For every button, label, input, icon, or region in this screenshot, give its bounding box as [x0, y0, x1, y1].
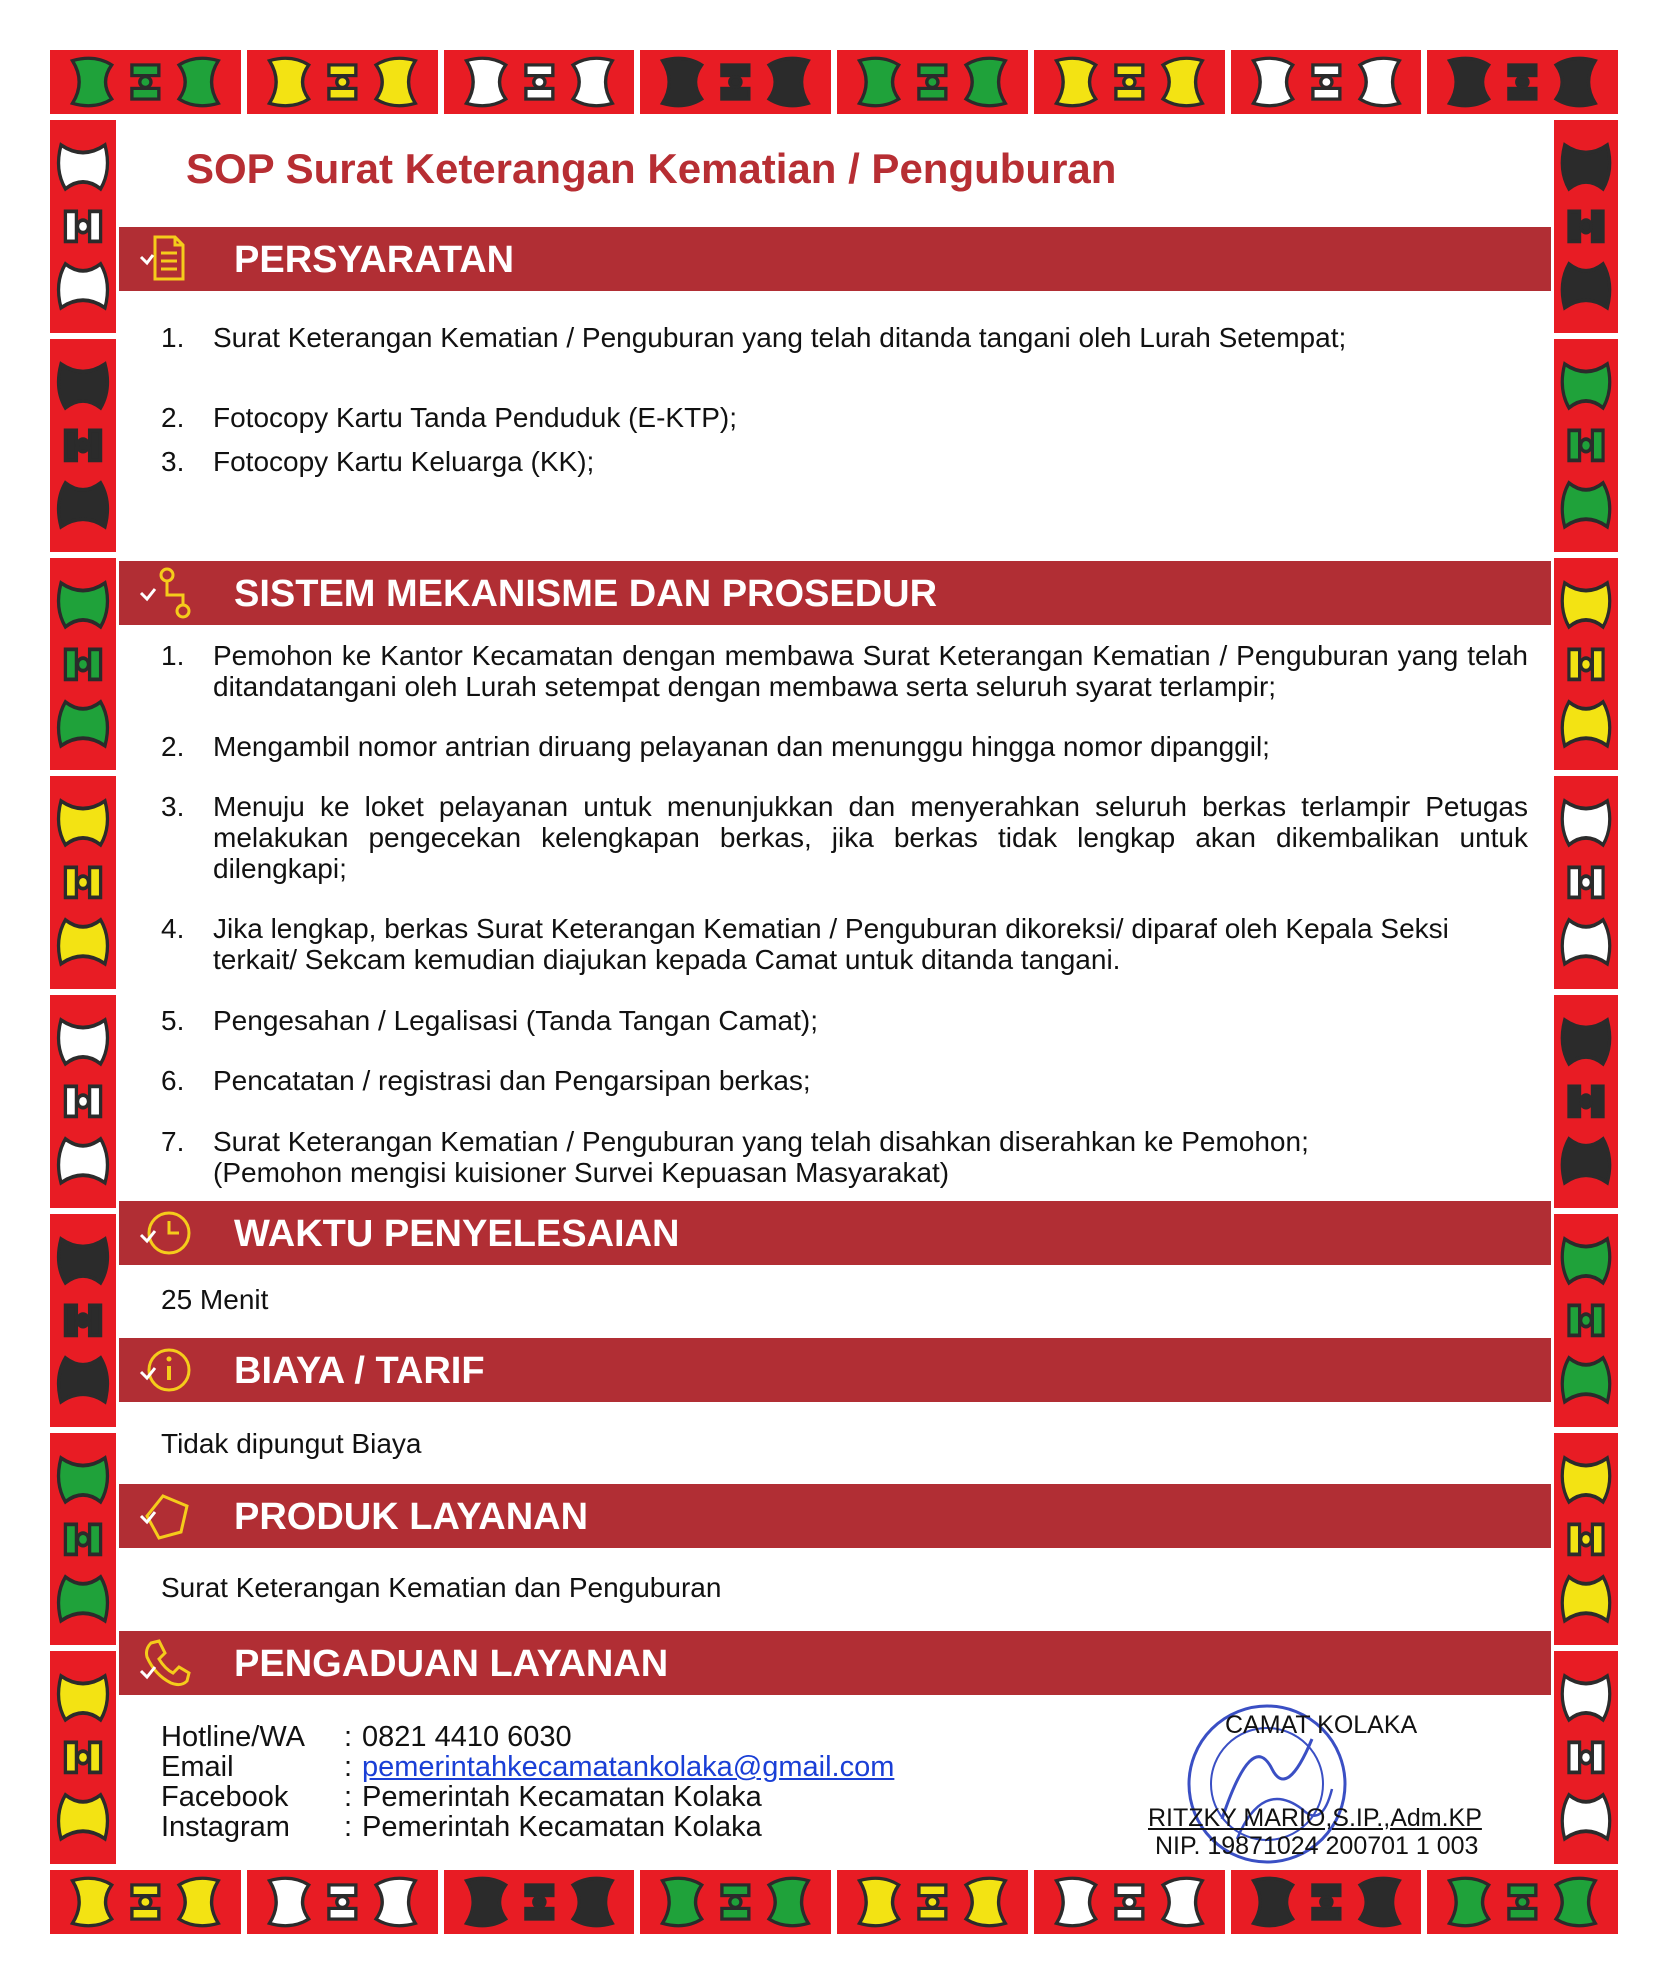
phone-icon — [137, 1635, 193, 1691]
instagram-value: Pemerintah Kecamatan Kolaka — [362, 1811, 762, 1843]
hotline-value[interactable]: 0821 4410 6030 — [362, 1721, 572, 1753]
border-motif-tile — [1031, 47, 1228, 117]
border-motif-tile — [47, 992, 119, 1211]
contact-sep: : — [344, 1811, 353, 1843]
border-motif-tile — [637, 1867, 834, 1937]
contact-key: Hotline/WA — [161, 1721, 305, 1753]
section-label: PENGADUAN LAYANAN — [234, 1643, 669, 1685]
border-motif-tile — [1031, 1867, 1228, 1937]
border-motif-tile — [47, 1430, 119, 1649]
border-motif-tile — [1551, 1211, 1621, 1430]
section-header-produk — [119, 1484, 1551, 1548]
border-motif-tile — [244, 47, 441, 117]
item-number: 3. — [161, 446, 185, 477]
border-motif-tile — [1424, 47, 1621, 117]
item-text: Pemohon ke Kantor Kecamatan dengan membawa Surat Keterangan Kematian / Penguburan yang telah ditandatangani oleh Lurah setempat dengan membawa serta seluruh syarat terlampir; — [213, 640, 1528, 702]
border-motif-tile — [441, 47, 638, 117]
border-motif-tile — [47, 1211, 119, 1430]
signature-nip: NIP. 19871024 200701 1 003 — [1155, 1832, 1479, 1860]
section-header-persyaratan — [119, 227, 1551, 291]
item-number: 7. — [161, 1126, 185, 1157]
border-motif-tile — [1424, 1867, 1621, 1937]
waktu-value: 25 Menit — [161, 1284, 269, 1315]
section-label: PRODUK LAYANAN — [234, 1496, 589, 1538]
border-motif-tile — [47, 773, 119, 992]
border-motif-tile — [47, 555, 119, 774]
border-motif-tile — [1551, 555, 1621, 774]
item-text: Mengambil nomor antrian diruang pelayanan dan menunggu hingga nomor dipanggil; — [213, 731, 1270, 762]
signature-name: RITZKY MARIO,S.IP.,Adm.KP — [1148, 1804, 1482, 1832]
border-motif-tile — [1551, 773, 1621, 992]
item-number: 2. — [161, 731, 185, 762]
border-motif-tile — [834, 47, 1031, 117]
border-motif-tile — [47, 117, 119, 336]
item-text: Surat Keterangan Kematian / Penguburan yang telah ditanda tangani oleh Lurah Setempat; — [213, 322, 1347, 353]
section-label: WAKTU PENYELESAIAN — [234, 1213, 680, 1255]
item-text: Menuju ke loket pelayanan untuk menunjukkan dan menyerahkan seluruh berkas terlampir Petugas melakukan pengecekan kelengkapan berkas, jika berkas tidak lengkap akan dikembalikan untuk dilengkapi; — [213, 791, 1528, 884]
flow-process-icon — [137, 565, 193, 621]
section-header-pengaduan — [119, 1631, 1551, 1695]
border-motif-tile — [47, 47, 244, 117]
item-number: 6. — [161, 1065, 185, 1096]
border-motif-tile — [1228, 1867, 1425, 1937]
section-label: BIAYA / TARIF — [234, 1350, 485, 1392]
item-text: Pengesahan / Legalisasi (Tanda Tangan Camat); — [213, 1005, 818, 1036]
contact-key: Instagram — [161, 1811, 290, 1843]
section-header-sistem — [119, 561, 1551, 625]
section-header-biaya — [119, 1338, 1551, 1402]
contact-sep: : — [344, 1751, 353, 1783]
produk-value: Surat Keterangan Kematian dan Penguburan — [161, 1572, 722, 1603]
section-label: PERSYARATAN — [234, 239, 515, 281]
contact-key: Email — [161, 1751, 234, 1783]
page-title: SOP Surat Keterangan Kematian / Penguburan — [186, 145, 1117, 192]
info-icon — [137, 1342, 193, 1398]
content-panel — [119, 117, 1551, 1867]
item-number: 4. — [161, 913, 185, 944]
border-motif-tile — [244, 1867, 441, 1937]
border-motif-tile — [47, 1648, 119, 1867]
item-number: 1. — [161, 640, 185, 671]
signature-position: CAMAT KOLAKA — [1225, 1711, 1418, 1739]
tag-icon — [137, 1488, 193, 1544]
border-motif-tile — [834, 1867, 1031, 1937]
item-text: Fotocopy Kartu Keluarga (KK); — [213, 446, 595, 477]
border-motif-tile — [47, 1867, 244, 1937]
biaya-value: Tidak dipungut Biaya — [161, 1428, 422, 1459]
border-motif-tile — [1551, 992, 1621, 1211]
clock-icon — [137, 1205, 193, 1261]
item-number: 2. — [161, 402, 185, 433]
contact-key: Facebook — [161, 1781, 289, 1813]
border-motif-tile — [441, 1867, 638, 1937]
border-motif-tile — [637, 47, 834, 117]
item-text: Jika lengkap, berkas Surat Keterangan Kematian / Penguburan dikoreksi/ diparaf oleh Kepala Seksi terkait/ Sekcam kemudian diajukan kepada Camat untuk ditanda tangani. — [213, 913, 1449, 975]
border-motif-tile — [1551, 1430, 1621, 1649]
section-label: SISTEM MEKANISME DAN PROSEDUR — [234, 573, 938, 615]
section-header-waktu — [119, 1201, 1551, 1265]
contact-sep: : — [344, 1721, 353, 1753]
border-motif-tile — [47, 336, 119, 555]
border-motif-tile — [1228, 47, 1425, 117]
item-number: 1. — [161, 322, 185, 353]
item-text: Pencatatan / registrasi dan Pengarsipan berkas; — [213, 1065, 811, 1096]
border-motif-tile — [1551, 117, 1621, 336]
document-check-icon — [137, 231, 193, 287]
signature-block — [1140, 1705, 1520, 1875]
border-motif-tile — [1551, 1648, 1621, 1867]
item-text: Surat Keterangan Kematian / Penguburan yang telah disahkan diserahkan ke Pemohon; (Pemohon mengisi kuisioner Survei Kepuasan Masyarakat) — [213, 1126, 1309, 1188]
item-number: 3. — [161, 791, 185, 822]
facebook-value: Pemerintah Kecamatan Kolaka — [362, 1781, 762, 1813]
contact-sep: : — [344, 1781, 353, 1813]
email-link[interactable]: pemerintahkecamatankolaka@gmail.com — [362, 1751, 895, 1783]
item-text: Fotocopy Kartu Tanda Penduduk (E-KTP); — [213, 402, 737, 433]
item-number: 5. — [161, 1005, 185, 1036]
border-motif-tile — [1551, 336, 1621, 555]
